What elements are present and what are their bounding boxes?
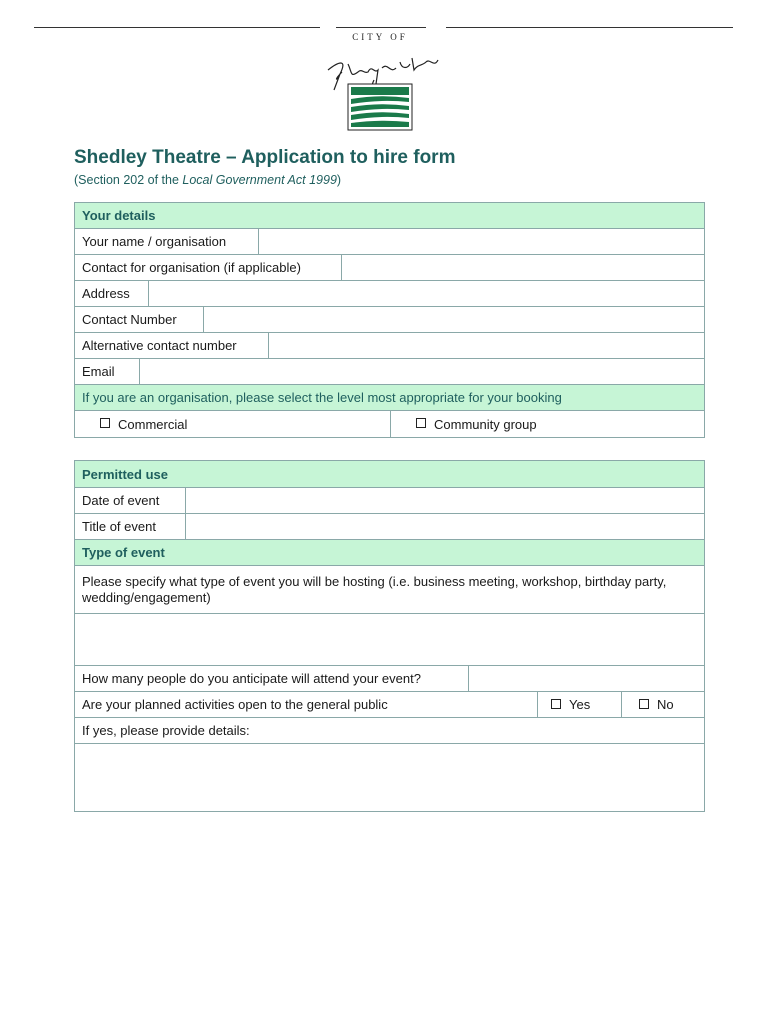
address-input[interactable]: [149, 281, 704, 306]
community-group-option[interactable]: [391, 411, 704, 437]
type-question-row: [75, 566, 704, 614]
no-label: No: [657, 697, 674, 712]
field-label-name: Your name / organisation: [75, 229, 259, 254]
org-level-note: If you are an organisation, please select the level most appropriate for your booking: [82, 390, 562, 405]
field-row: [75, 359, 704, 385]
org-level-note-row: [75, 385, 704, 411]
header-rule-left: [34, 27, 320, 28]
details-prompt-row: [75, 718, 704, 744]
field-label-title: Title of event: [75, 514, 186, 539]
type-of-event-question: Please specify what type of event you will be hosting (i.e. business meeting, workshop, birthday party, wedding/engagement): [82, 574, 667, 605]
field-row: [75, 255, 704, 281]
page-subtitle: [74, 173, 341, 187]
playford-logo-icon: [318, 44, 442, 132]
field-label-contact-org: Contact for organisation (if applicable): [75, 255, 342, 280]
permitted-use-table: [74, 460, 705, 812]
type-of-event-answer-input[interactable]: [75, 614, 704, 665]
field-row: [75, 307, 704, 333]
subtitle-suffix: ): [336, 173, 342, 187]
email-input[interactable]: [140, 359, 704, 384]
logo-city-of-text: CITY OF: [352, 32, 408, 42]
subtitle-act: Local Government Act 1999: [182, 173, 337, 187]
public-details-input[interactable]: [75, 744, 704, 811]
field-label-contact-number: Contact Number: [75, 307, 204, 332]
contact-for-organisation-input[interactable]: [342, 255, 704, 280]
name-organisation-input[interactable]: [259, 229, 704, 254]
type-answer-row[interactable]: [75, 614, 704, 666]
yes-label: Yes: [569, 697, 591, 712]
your-details-heading-row: [75, 203, 704, 229]
type-of-event-heading: Type of event: [82, 545, 165, 560]
checkbox-icon[interactable]: [551, 699, 561, 709]
contact-number-input[interactable]: [204, 307, 704, 332]
checkbox-icon[interactable]: [639, 699, 649, 709]
details-answer-row[interactable]: [75, 744, 704, 811]
header-rule-right: [446, 27, 733, 28]
field-label-address: Address: [75, 281, 149, 306]
details-prompt: If yes, please provide details:: [82, 723, 250, 738]
commercial-option[interactable]: [75, 411, 391, 437]
your-details-heading: Your details: [82, 208, 156, 223]
field-row: [75, 488, 704, 514]
community-group-label: Community group: [434, 416, 537, 432]
field-label-alt-contact: Alternative contact number: [75, 333, 269, 358]
field-row: [75, 514, 704, 540]
checkbox-icon[interactable]: [100, 418, 110, 428]
field-row: [75, 281, 704, 307]
attendance-question: How many people do you anticipate will attend your event?: [75, 666, 469, 691]
field-label-date: Date of event: [75, 488, 186, 513]
public-row: [75, 692, 704, 718]
commercial-label: Commercial: [118, 416, 188, 432]
permitted-use-heading: Permitted use: [82, 466, 168, 482]
attendance-row: [75, 666, 704, 692]
your-details-table: [74, 202, 705, 438]
field-row: [75, 229, 704, 255]
attendance-input[interactable]: [469, 666, 704, 691]
title-of-event-input[interactable]: [186, 514, 704, 539]
date-of-event-input[interactable]: [186, 488, 704, 513]
checkbox-icon[interactable]: [416, 418, 426, 428]
no-option[interactable]: [622, 692, 704, 717]
permitted-use-heading-row: [75, 461, 704, 488]
field-label-email: Email: [75, 359, 140, 384]
public-question: Are your planned activities open to the general public: [75, 692, 538, 717]
logo-rule: [336, 27, 426, 28]
subtitle-prefix: (Section 202 of the: [74, 173, 183, 187]
page-title: Shedley Theatre – Application to hire form: [74, 147, 456, 168]
alternative-contact-input[interactable]: [269, 333, 704, 358]
yes-option[interactable]: [538, 692, 622, 717]
field-row: [75, 333, 704, 359]
type-of-event-heading-row: [75, 540, 704, 566]
org-level-options-row: [75, 411, 704, 437]
city-logo: [318, 20, 442, 132]
